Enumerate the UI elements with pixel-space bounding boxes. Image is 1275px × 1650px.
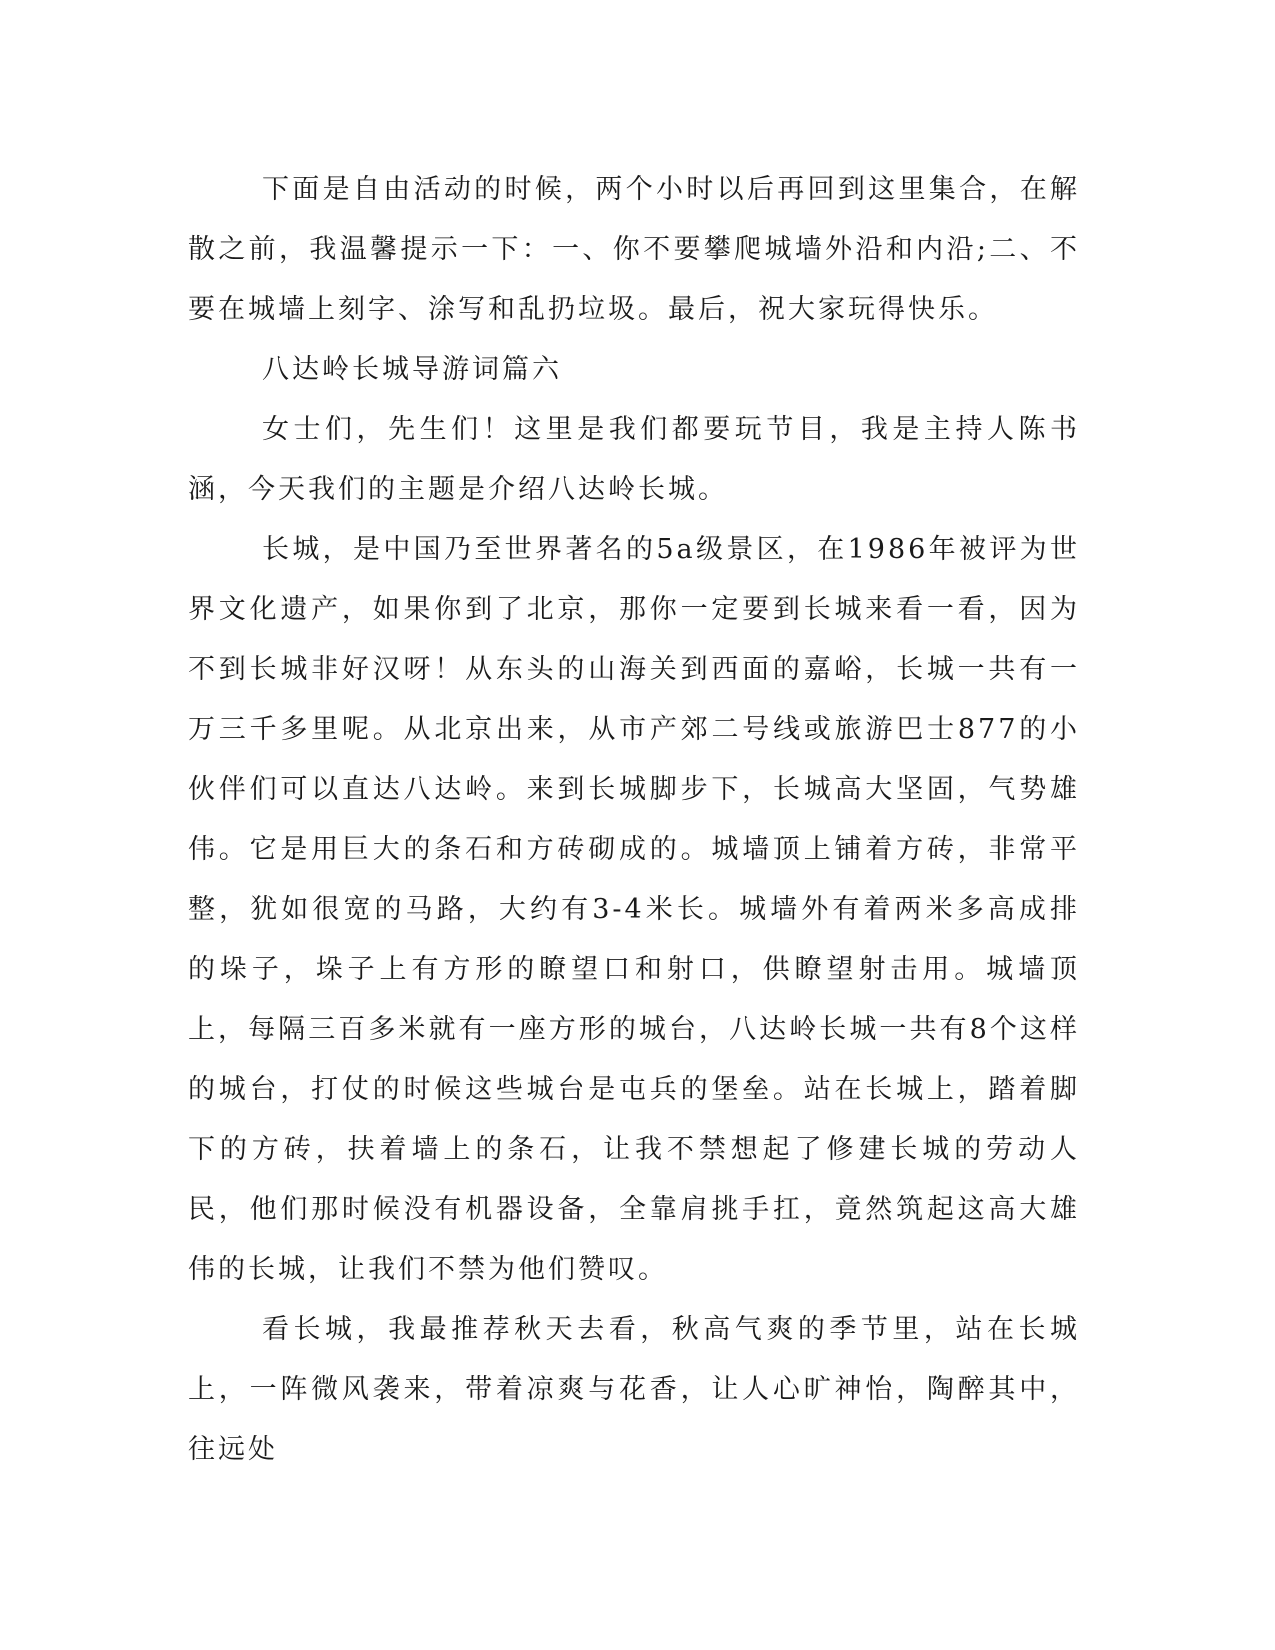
section-title: 八达岭长城导游词篇六 [262, 354, 562, 385]
paragraph-autumn-recommendation: 看长城，我最推荐秋天去看，秋高气爽的季节里，站在长城上，一阵微风袭来，带着凉爽与花香，让人心旷神怡，陶醉其中，往远处 [188, 1314, 1080, 1465]
paragraph-free-time: 下面是自由活动的时候，两个小时以后再回到这里集合，在解散之前，我温馨提示一下：一、你不要攀爬城墙外沿和内沿;二、不要在城墙上刻字、涂写和乱扔垃圾。最后，祝大家玩得快乐。 [188, 174, 1080, 325]
paragraph-greeting: 女士们，先生们！这里是我们都要玩节目，我是主持人陈书涵，今天我们的主题是介绍八达岭长城。 [188, 414, 1080, 505]
paragraph-great-wall-description: 长城，是中国乃至世界著名的5a级景区，在1986年被评为世界文化遗产，如果你到了北京，那你一定要到长城来看一看，因为不到长城非好汉呀！从东头的山海关到西面的嘉峪，长城一共有一万三千多里呢。从北京出来，从市产郊二号线或旅游巴士877的小伙伴们可以直达八达岭。来到长城脚步下，长城高大坚固，气势雄伟。它是用巨大的条石和方砖砌成的。城墙顶上铺着方砖，非常平整，犹如很宽的马路，大约有3-4米长。城墙外有着两米多高成排的垛子，垛子上有方形的瞭望口和射口，供瞭望射击用。城墙顶上，每隔三百多米就有一座方形的城台，八达岭长城一共有8个这样的城台，打仗的时候这些城台是屯兵的堡垒。站在长城上，踏着脚下的方砖，扶着墙上的条石，让我不禁想起了修建长城的劳动人民，他们那时候没有机器设备，全靠肩挑手扛，竟然筑起这高大雄伟的长城，让我们不禁为他们赞叹。 [188, 534, 1080, 1285]
document-body [188, 160, 1080, 1480]
